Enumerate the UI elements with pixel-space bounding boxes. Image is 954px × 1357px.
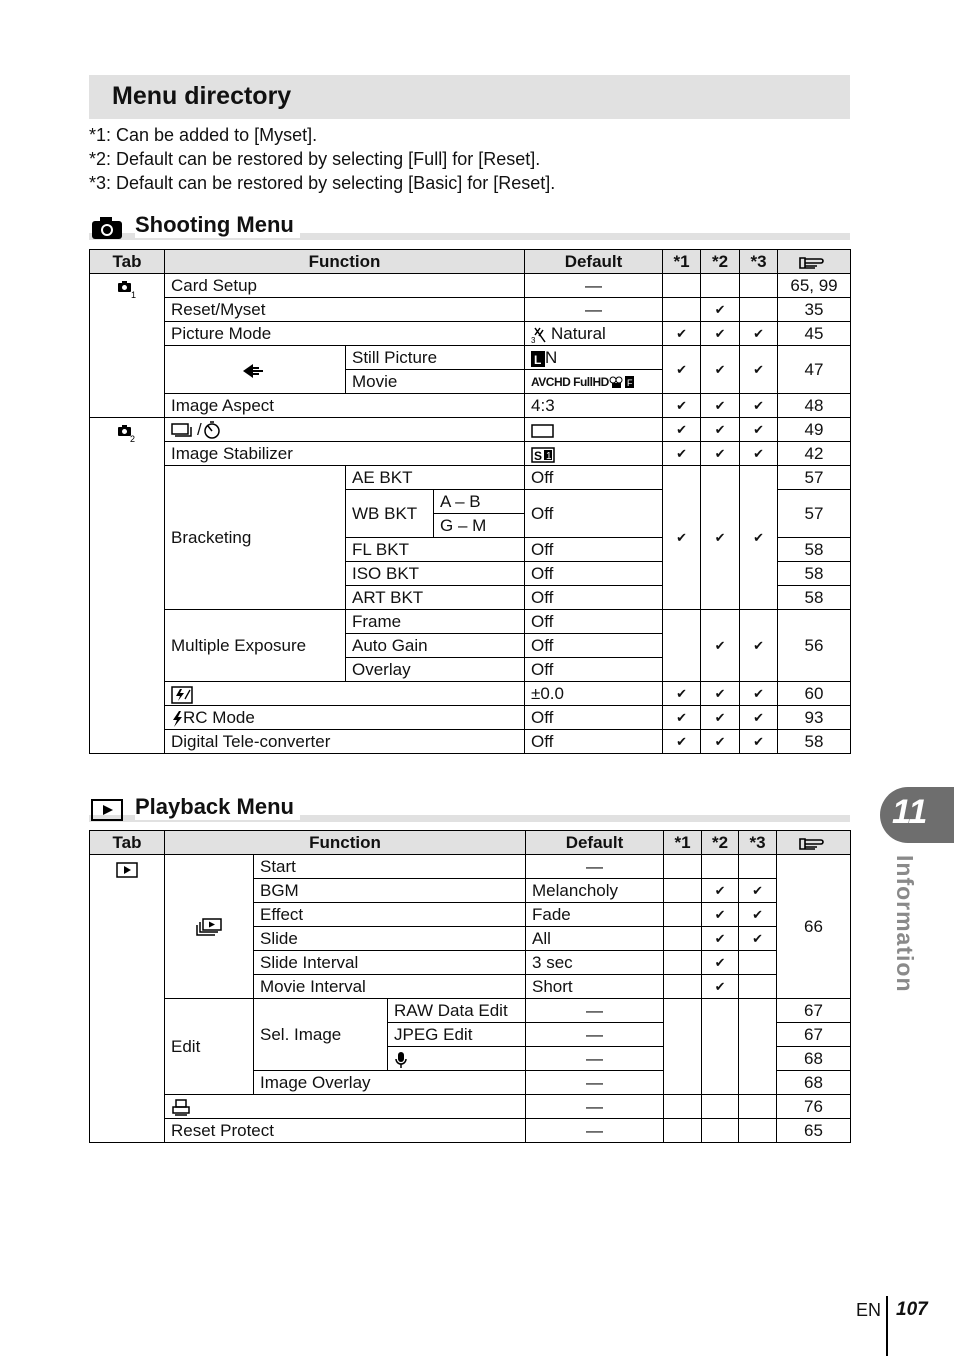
ae-bkt: AE BKT	[346, 466, 525, 490]
chapter-tab	[880, 787, 954, 843]
svg-text:2: 2	[130, 433, 136, 443]
note-1: *1: Can be added to [Myset].	[89, 125, 318, 145]
table-row: Image Overlay — 68	[90, 1071, 851, 1095]
table-row: 1 Card Setup — 65, 99	[90, 274, 851, 298]
rc-mode: RC Mode	[165, 706, 525, 730]
header-page-ref	[777, 831, 851, 855]
header-s1: *1	[663, 250, 701, 274]
slideshow	[165, 855, 254, 999]
tab-playback	[90, 855, 165, 1143]
self-timer-icon	[202, 420, 222, 440]
table-row: Movie Interval Short ✔	[90, 975, 851, 999]
table-row: Bracketing AE BKT Off ✔ ✔ ✔ 57	[90, 466, 851, 490]
header-s2: *2	[701, 250, 740, 274]
still-default: L N	[525, 346, 663, 370]
footer-divider	[886, 1296, 888, 1356]
table-row: Reset/Myset — ✔ 35	[90, 298, 851, 322]
reset-protect: Reset Protect	[165, 1119, 526, 1143]
shooting-menu-1-icon	[117, 279, 137, 299]
voice-memo	[388, 1047, 526, 1071]
svg-text:S: S	[534, 448, 543, 463]
table-row: BGM Melancholy ✔ ✔	[90, 879, 851, 903]
edit: Edit	[165, 999, 254, 1095]
shooting-menu-heading	[89, 210, 850, 242]
table-row: WB BKT A – B Off 57	[90, 490, 851, 514]
jpeg-edit: JPEG Edit	[388, 1023, 526, 1047]
tab-shooting-2	[90, 418, 165, 754]
note-3: *3: Default can be restored by selecting [Basic] for [Reset].	[89, 173, 556, 193]
table-row: Digital Tele-converter Off ✔ ✔ ✔ 58	[90, 730, 851, 754]
image-overlay: Image Overlay	[254, 1071, 526, 1095]
playback-icon	[91, 798, 123, 822]
note-2: *2: Default can be restored by selecting [Full] for [Reset].	[89, 149, 541, 169]
art-bkt: ART BKT	[346, 586, 525, 610]
tab-shooting-1	[90, 274, 165, 418]
natural-mode-icon	[531, 326, 551, 344]
table-row: Effect Fade ✔ ✔	[90, 903, 851, 927]
digital-tele-converter: Digital Tele-converter	[165, 730, 525, 754]
picture-mode: Picture Mode	[165, 322, 525, 346]
camera-icon	[91, 216, 123, 240]
picture-mode-default: 3 Natural	[525, 322, 663, 346]
slideshow-icon	[195, 917, 223, 937]
multiple-exposure: Multiple Exposure	[165, 610, 346, 682]
header-function: Function	[165, 250, 525, 274]
header-tab: Tab	[90, 250, 165, 274]
image-quality	[165, 346, 346, 394]
drive-self-timer: /	[165, 418, 525, 442]
still-picture: Still Picture	[346, 346, 525, 370]
table-row: Slide All ✔ ✔	[90, 927, 851, 951]
table-header-row	[90, 250, 851, 274]
table-row: RC Mode Off ✔ ✔ ✔ 93	[90, 706, 851, 730]
print-reservation	[165, 1095, 526, 1119]
table-row: Multiple Exposure Frame Off ✔ ✔ 56	[90, 610, 851, 634]
bgm: BGM	[254, 879, 526, 903]
playback-menu-title: Playback Menu	[135, 794, 300, 820]
table-row: ±0.0 ✔ ✔ ✔ 60	[90, 682, 851, 706]
table-row: 2 / ✔ ✔ ✔ 49	[90, 418, 851, 442]
chapter-label: Information	[892, 855, 918, 993]
slide: Slide	[254, 927, 526, 951]
movie-interval: Movie Interval	[254, 975, 526, 999]
page-reference-icon	[799, 836, 829, 852]
table-row: Overlay Off	[90, 658, 851, 682]
fl-bkt: FL BKT	[346, 538, 525, 562]
table-row: Edit Sel. Image RAW Data Edit — 67	[90, 999, 851, 1023]
chapter-number: 11	[892, 793, 928, 831]
movie-quality-icon	[609, 375, 635, 389]
auto-gain: Auto Gain	[346, 634, 525, 658]
image-aspect: Image Aspect	[165, 394, 525, 418]
page-title-bar	[89, 75, 850, 119]
table-row: Auto Gain Off	[90, 634, 851, 658]
page-number: 107	[896, 1299, 928, 1320]
effect: Effect	[254, 903, 526, 927]
playback-menu-table	[89, 830, 851, 1143]
page-title: Menu directory	[112, 82, 292, 110]
playback-tab-icon	[116, 861, 138, 879]
shooting-menu-2-icon	[117, 423, 137, 443]
overlay: Overlay	[346, 658, 525, 682]
drive-mode-icon	[171, 421, 197, 439]
table-row: ART BKT Off 58	[90, 586, 851, 610]
movie: Movie	[346, 370, 525, 394]
playback-menu-heading	[89, 792, 850, 824]
start: Start	[254, 855, 526, 879]
drive-default	[525, 418, 663, 442]
wb-bkt: WB BKT	[346, 490, 434, 538]
flash-compensation-icon	[171, 686, 193, 704]
header-s3: *3	[740, 250, 778, 274]
table-row: FL BKT Off 58	[90, 538, 851, 562]
table-row: Still Picture L N ✔ ✔ ✔ 47	[90, 346, 851, 370]
table-row: ISO BKT Off 58	[90, 562, 851, 586]
wb-ab: A – B	[434, 490, 525, 514]
card-setup: Card Setup	[165, 274, 525, 298]
stabilizer-default	[525, 442, 663, 466]
wb-gm: G – M	[434, 514, 525, 538]
table-row: — 76	[90, 1095, 851, 1119]
table-header-row: Tab Function Default *1 *2 *3	[90, 831, 851, 855]
table-row: Slide Interval 3 sec ✔	[90, 951, 851, 975]
header-page-ref	[778, 250, 851, 274]
header-default: Default	[525, 250, 663, 274]
svg-text:F: F	[626, 377, 633, 388]
movie-default: AVCHD FullHD F	[525, 370, 663, 394]
image-stabilizer: Image Stabilizer	[165, 442, 525, 466]
iso-bkt: ISO BKT	[346, 562, 525, 586]
table-row: Picture Mode 3 Natural ✔ ✔ ✔ 45	[90, 322, 851, 346]
svg-text:3: 3	[531, 335, 536, 344]
reset-myset: Reset/Myset	[165, 298, 525, 322]
bracketing: Bracketing	[165, 466, 346, 610]
image-quality-icon	[241, 362, 269, 380]
shooting-menu-table	[89, 249, 851, 754]
svg-text:L: L	[534, 352, 542, 367]
table-row: Image Aspect 4:3 ✔ ✔ ✔ 48	[90, 394, 851, 418]
footer-language: EN	[856, 1300, 882, 1320]
svg-text:1: 1	[131, 289, 137, 299]
stabilizer-s1-icon	[531, 447, 555, 463]
svg-text:1: 1	[546, 450, 552, 462]
single-frame-icon	[531, 423, 555, 439]
slide-interval: Slide Interval	[254, 951, 526, 975]
large-size-icon	[531, 351, 545, 367]
table-row: Reset Protect — 65	[90, 1119, 851, 1143]
table-row: JPEG Edit — 67	[90, 1023, 851, 1047]
flash-compensation	[165, 682, 525, 706]
flash-icon	[171, 710, 183, 728]
microphone-icon	[394, 1051, 408, 1069]
page-reference-icon	[799, 255, 829, 271]
shooting-menu-title: Shooting Menu	[135, 212, 300, 238]
table-row: — 68	[90, 1047, 851, 1071]
table-row: Image Stabilizer S 1 ✔ ✔ ✔ 42	[90, 442, 851, 466]
frame: Frame	[346, 610, 525, 634]
sel-image: Sel. Image	[254, 999, 388, 1071]
raw-data-edit: RAW Data Edit	[388, 999, 526, 1023]
print-icon	[171, 1099, 191, 1117]
table-row: Start — 66	[90, 855, 851, 879]
